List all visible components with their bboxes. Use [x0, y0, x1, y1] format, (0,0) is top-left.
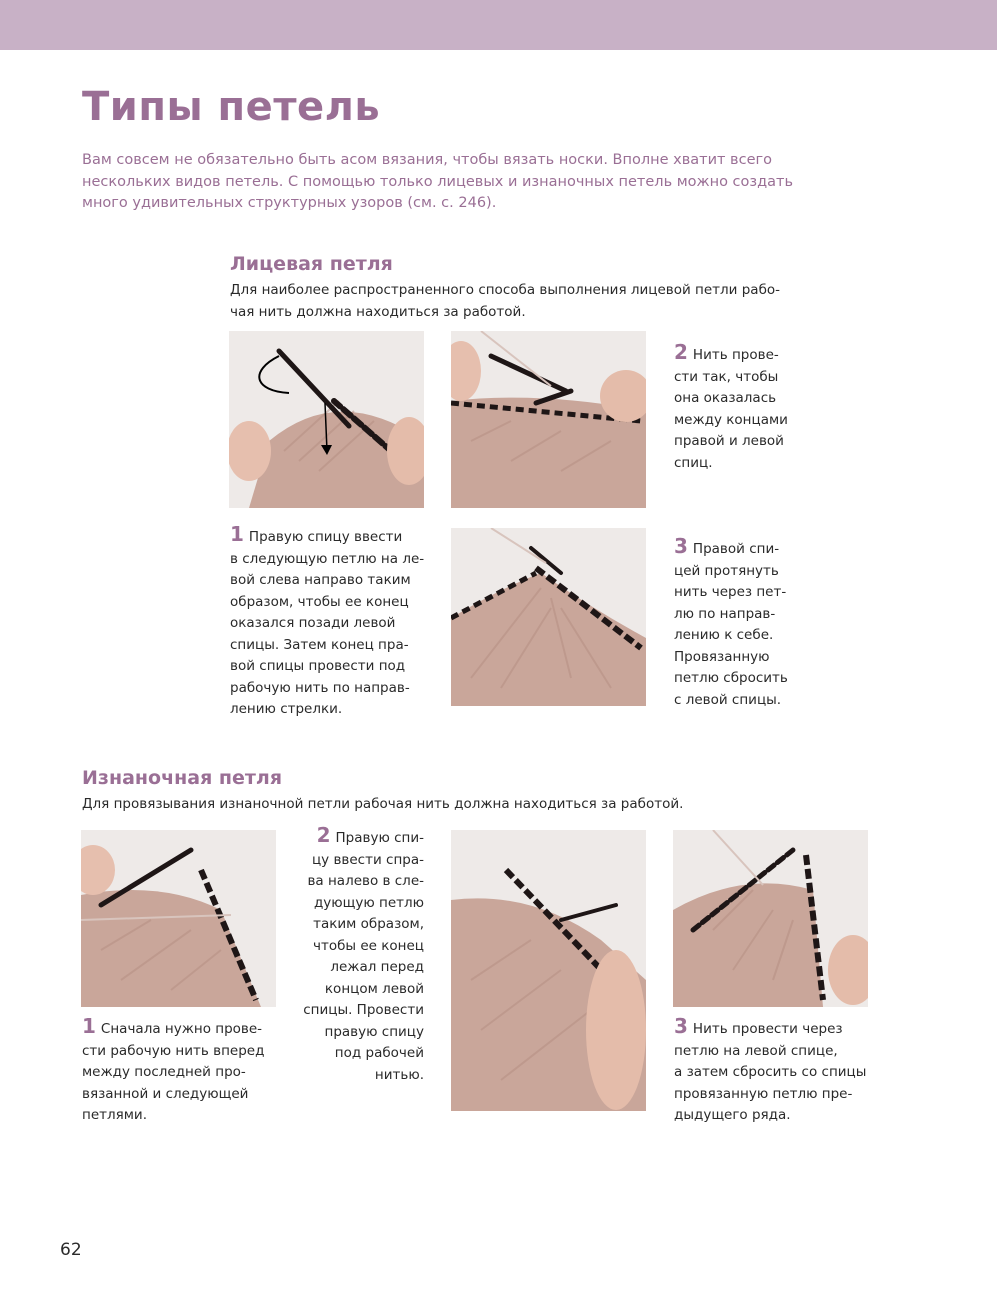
purl-step-2-caption — [298, 825, 424, 1086]
purl-photo-step-1 — [81, 830, 276, 1007]
knit-step-2-caption — [674, 342, 804, 474]
knit-photo-step-3 — [451, 528, 646, 706]
purl-step-1-number: 1 — [82, 1014, 96, 1038]
page-title: Типы петель — [82, 84, 381, 130]
purl-step-1-text: Сначала нужно прове- сти рабочую нить вперед между последней про- вязанной и следующей петлями. — [82, 1021, 265, 1123]
purl-step-2-number: 2 — [316, 823, 331, 847]
purl-photo-step-3 — [673, 830, 868, 1007]
knit-step-2-text: Нить прове- сти так, чтобы она оказалась между концами правой и левой спиц. — [674, 347, 788, 471]
knit-step-3-number: 3 — [674, 534, 688, 558]
purl-subtitle: Для провязывания изнаночной петли рабочая нить должна находиться за работой. — [82, 796, 684, 812]
purl-step-3-text: Нить провести через петлю на левой спице, а затем сбросить со спицы провязанную петлю пре- дыдущего ряда. — [674, 1021, 867, 1123]
knit-heading: Лицевая петля — [230, 253, 393, 275]
knit-step-1-number: 1 — [230, 522, 244, 546]
purl-step-1-caption — [82, 1016, 277, 1127]
knit-step-3-text: Правой спи- цей протянуть нить через пет- лю по направ- лению к себе. Провязанную петлю сбросить с левой спицы. — [674, 541, 788, 708]
page-number: 62 — [60, 1240, 82, 1260]
knit-step-1-caption — [230, 524, 430, 721]
intro-paragraph: Вам совсем не обязательно быть асом вязания, чтобы вязать носки. Вполне хватит всего нескольких видов петель. С помощью только лицевых и изнаночных петель можно создать много удивительных структурных узоров (см. с. 246). — [82, 152, 794, 211]
purl-heading: Изнаночная петля — [82, 767, 283, 789]
knit-subtitle: Для наиболее распространенного способа выполнения лицевой петли рабо- чая нить должна находиться за работой. — [230, 282, 781, 320]
purl-step-3-number: 3 — [674, 1014, 688, 1038]
purl-step-3-caption — [674, 1016, 884, 1127]
top-color-band — [0, 0, 997, 50]
knit-step-3-caption — [674, 536, 804, 711]
knit-step-2-number: 2 — [674, 340, 688, 364]
knit-step-1-text: Правую спицу ввести в следующую петлю на ле- вой слева направо таким образом, чтобы ее конец оказался позади левой спицы. Затем конец пра- вой спицы провести под рабочую нить по направ- лению стрелки. — [230, 529, 425, 717]
knit-photo-step-1 — [229, 331, 424, 508]
knit-photo-step-2 — [451, 331, 646, 508]
purl-photo-step-2 — [451, 830, 646, 1111]
purl-step-2-text: Правую спи- цу ввести спра- ва налево в сле- дующую петлю таким образом, чтобы ее конец лежал перед концом левой спицы. Провести правую спицу под рабочей нитью. — [303, 830, 424, 1083]
